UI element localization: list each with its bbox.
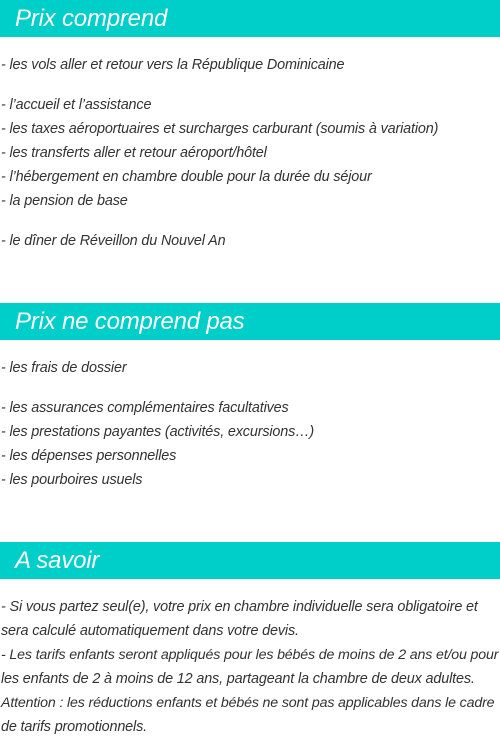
section-title: Prix comprend [15, 4, 168, 32]
paragraph-line: - Si vous partez seul(e), votre prix en chambre individuelle sera obligatoire et [1, 599, 478, 615]
list-item: - la pension de base [1, 193, 128, 209]
list-item: - les vols aller et retour vers la République Dominicaine [1, 57, 345, 73]
section-header-prix-ne-comprend-pas [0, 303, 500, 340]
paragraph-line: Attention : les réductions enfants et bébés ne sont pas applicables dans le cadre [1, 695, 495, 711]
list-item: - le dîner de Réveillon du Nouvel An [1, 233, 226, 249]
list-item: - les transferts aller et retour aéroport/hôtel [1, 145, 267, 161]
list-item: - les dépenses personnelles [1, 448, 177, 464]
list-item: - les taxes aéroportuaires et surcharges carburant (soumis à variation) [1, 121, 439, 137]
paragraph-line: de tarifs promotionnels. [1, 719, 147, 735]
list-item: - les prestations payantes (activités, excursions…) [1, 424, 315, 440]
section-title: A savoir [15, 546, 100, 574]
list-item: - l’accueil et l’assistance [1, 97, 152, 113]
list-item: - les pourboires usuels [1, 472, 143, 488]
paragraph-line: sera calculé automatiquement dans votre devis. [1, 623, 299, 639]
list-item: - les frais de dossier [1, 360, 127, 376]
list-item: - l’hébergement en chambre double pour la durée du séjour [1, 169, 372, 185]
section-header-prix-comprend [0, 0, 500, 37]
paragraph-line: - Les tarifs enfants seront appliqués pour les bébés de moins de 2 ans et/ou pour [1, 647, 499, 663]
paragraph-line: les enfants de 2 à moins de 12 ans, partageant la chambre de deux adultes. [1, 671, 475, 687]
section-header-a-savoir [0, 542, 500, 579]
section-title: Prix ne comprend pas [15, 307, 245, 335]
list-item: - les assurances complémentaires facultatives [1, 400, 289, 416]
